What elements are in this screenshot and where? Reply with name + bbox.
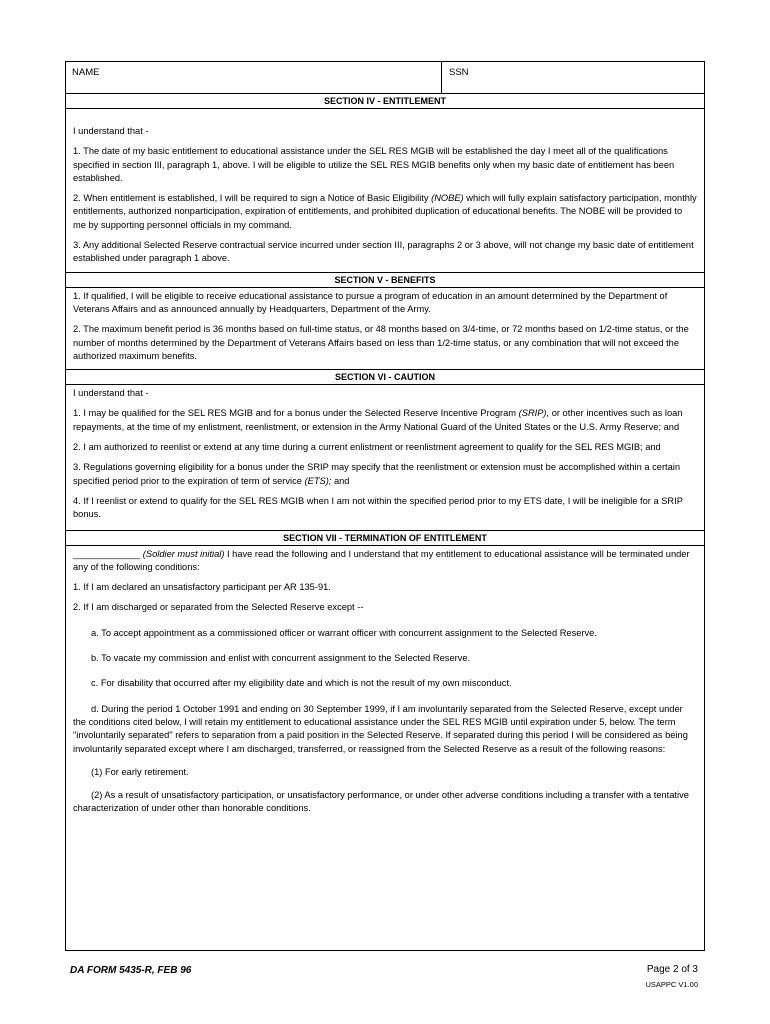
name-field[interactable]	[66, 62, 442, 93]
section-iv-body	[66, 109, 704, 272]
section-v-p1: 1. If qualified, I will be eligible to receive educational assistance to pursue a program of education in an amount determined by the Department of Veterans Affairs and as announced annually by Headquarters, Department of the Army.	[73, 290, 668, 314]
section-vii-p1: 1. If I am declared an unsatisfactory participant per AR 135-91.	[73, 582, 331, 593]
section-v-p2: 2. The maximum benefit period is 36 months based on full-time status, or 48 months based on 3/4-time, or 72 months based on 1/2-time status, or the number of months determined by the Department of Veterans Affairs based on less than 1/2-time status, or any combination that will not exceed the authorized maximum benefits.	[73, 324, 689, 361]
version-label: USAPPC V1.00	[645, 980, 698, 989]
section-vi-p4: 4. If I reenlist or extend to qualify for the SEL RES MGIB when I am not within the specified period prior to my ETS date, I will be ineligible for a SRIP bonus.	[73, 495, 683, 520]
section-iv-intro: I understand that -	[73, 126, 149, 136]
section-vi-p1: 1. I may be qualified for the SEL RES MGIB and for a bonus under the Selected Reserve Incentive Program (SRIP), or other incentives such as loan repayments, at the time of my enlistment, reenlistment, or extension in the Army National Guard of the United States or the U.S. Army Reserve; and	[73, 408, 683, 432]
form-page	[65, 61, 705, 951]
section-vii-body	[66, 546, 704, 816]
section-vii-p2: 2. If I am discharged or separated from the Selected Reserve except --	[73, 602, 364, 613]
section-vii-title: SECTION VII - TERMINATION OF ENTITLEMENT	[66, 530, 704, 546]
name-label: NAME	[72, 67, 100, 78]
section-v-title: SECTION V - BENEFITS	[66, 272, 704, 288]
section-vii-c: c. For disability that occurred after my eligibility date and which is not the result of my own misconduct.	[91, 678, 512, 689]
section-vi-intro: I understand that -	[73, 388, 149, 399]
section-vi-p2: 2. I am authorized to reenlist or extend at any time during a current enlistment or reenlistment agreement to qualify for the SEL RES MGIB; and	[73, 442, 661, 453]
section-vii-d: d. During the period 1 October 1991 and ending on 30 September 1999, if I am involuntarily separated from the Selected Reserve, except under the conditions cited below, I will retain my entitlement to educational assistance under the SEL RES MGIB until expiration under 5, below. The term "involuntarily separated" refers to separation from a paid position in the Selected Reserve. If separated during this period I will be considered as being involuntarily separated except where I am discharged, transferred, or reassigned from the Selected Reserve as a result of the following reasons:	[73, 703, 688, 754]
form-identifier: DA FORM 5435-R, FEB 96	[70, 965, 192, 976]
section-vii-d2: (2) As a result of unsatisfactory participation, or unsatisfactory performance, or under other adverse conditions including a transfer with a tentative characterization of under other than honorable conditions.	[73, 790, 689, 814]
section-vi-body	[66, 385, 704, 529]
section-vii-initial: _____________ (Soldier must initial) I have read the following and I understand that my entitlement to educational assistance will be terminated under any of the following conditions:	[73, 548, 690, 572]
section-v-body	[66, 288, 704, 369]
initial-field[interactable]: _____________	[73, 548, 141, 559]
section-vi-p3: 3. Regulations governing eligibility for a bonus under the SRIP may specify that the reenlistment or extension must be accomplished within a certain specified period prior to the expiration of term of service (ETS); and	[73, 462, 681, 486]
section-vii-b: b. To vacate my commission and enlist with concurrent assignment to the Selected Reserve.	[91, 653, 471, 664]
section-vi-title: SECTION VI - CAUTION	[66, 369, 704, 385]
section-iv-p2: 2. When entitlement is established, I will be required to sign a Notice of Basic Eligibility (NOBE) which will fully explain satisfactory participation, monthly entitlements, authorized nonparticipation, expiration of entitlements, and prohibited duplication of educational benefits. The NOBE will be provided to me by supporting personnel officials in my command.	[73, 193, 697, 230]
section-vii-a: a. To accept appointment as a commissioned officer or warrant officer with concurrent assignment to the Selected Reserve.	[91, 627, 597, 638]
section-iv-title: SECTION IV - ENTITLEMENT	[66, 94, 704, 109]
ssn-field[interactable]	[443, 62, 704, 93]
section-vii-d1: (1) For early retirement.	[91, 766, 189, 777]
section-iv-p1: 1. The date of my basic entitlement to educational assistance under the SEL RES MGIB will be established the day I meet all of the qualifications specified in section III, paragraph 1, above. I will be eligible to utilize the SEL RES MGIB benefits only when my basic date of entitlement has been established.	[73, 146, 675, 183]
ssn-label: SSN	[449, 67, 469, 78]
section-iv-p3: 3. Any additional Selected Reserve contractual service incurred under section III, paragraphs 2 or 3 above, will not change my basic date of entitlement established under paragraph 1 above.	[73, 240, 694, 264]
name-ssn-row	[66, 62, 704, 94]
page-number: Page 2 of 3	[646, 964, 698, 975]
